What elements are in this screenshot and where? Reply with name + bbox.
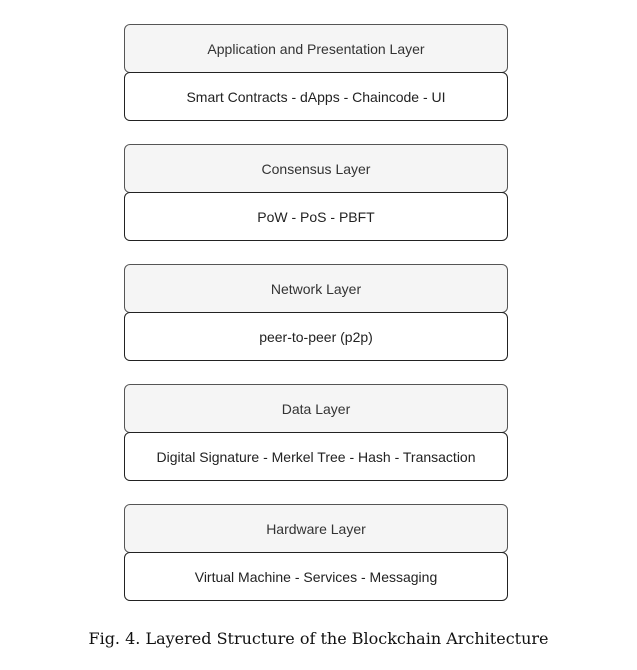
layer-content: Virtual Machine - Services - Messaging [124, 552, 508, 601]
layer-title: Data Layer [124, 384, 508, 433]
network-layer [124, 264, 508, 361]
hardware-layer [124, 504, 508, 601]
layer-title: Consensus Layer [124, 144, 508, 193]
layer-content: PoW - PoS - PBFT [124, 192, 508, 241]
consensus-layer [124, 144, 508, 241]
application-presentation-layer [124, 24, 508, 121]
layer-title: Network Layer [124, 264, 508, 313]
layer-title: Hardware Layer [124, 504, 508, 553]
data-layer [124, 384, 508, 481]
layer-title: Application and Presentation Layer [124, 24, 508, 73]
layer-content: Digital Signature - Merkel Tree - Hash - Transaction [124, 432, 508, 481]
layer-content: Smart Contracts - dApps - Chaincode - UI [124, 72, 508, 121]
layer-content: peer-to-peer (p2p) [124, 312, 508, 361]
figure-caption: Fig. 4. Layered Structure of the Blockchain Architecture [88, 629, 549, 648]
